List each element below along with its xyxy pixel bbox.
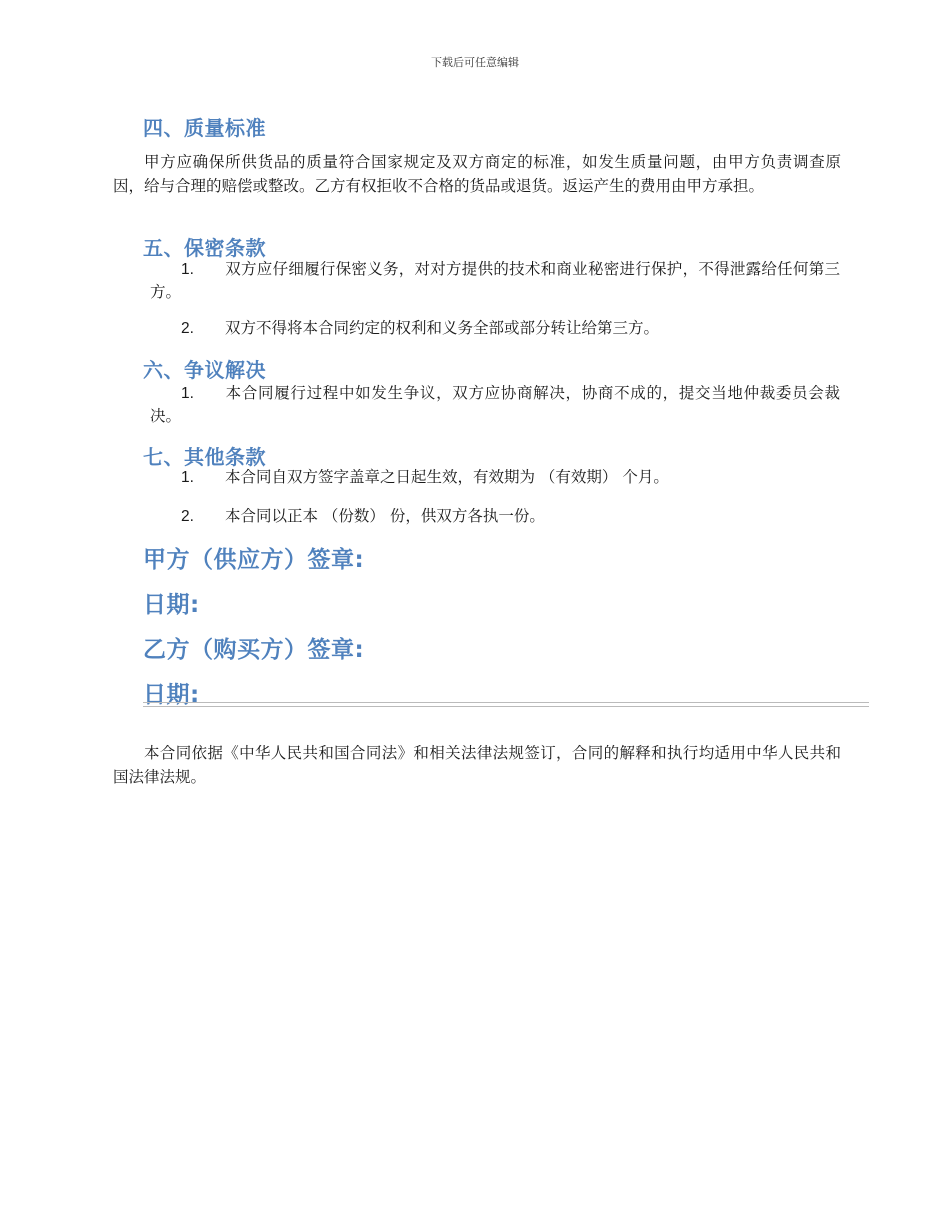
party-a-date-label: 日期: [143, 592, 200, 618]
list-text: 本合同履行过程中如发生争议，双方应协商解决，协商不成的，提交当地仲裁委员会裁决。 [150, 384, 840, 425]
list-text: 本合同自双方签字盖章之日起生效，有效期为 （有效期） 个月。 [225, 468, 669, 486]
list-item [150, 466, 840, 489]
list-number: 2. [181, 320, 194, 337]
quality-paragraph: 甲方应确保所供货品的质量符合国家规定及双方商定的标准，如发生质量问题，由甲方负责调查原因，给与合理的赔偿或整改。乙方有权拒收不合格的货品或退货。返运产生的费用由甲方承担。 [113, 153, 841, 195]
section-heading-quality: 四、质量标准 [143, 116, 266, 140]
list-number: 1. [181, 261, 194, 278]
section-heading-confidentiality: 五、保密条款 [143, 236, 266, 260]
party-a-signature-label: 甲方（供应方）签章: [143, 547, 365, 573]
footer-note: 本合同依据《中华人民共和国合同法》和相关法律法规签订，合同的解释和执行均适用中华人民共和国法律法规。 [113, 744, 841, 786]
party-b-date-label: 日期: [143, 682, 200, 708]
list-item [150, 317, 840, 340]
page-header: 下载后可任意编辑 [431, 56, 519, 69]
list-text: 双方应仔细履行保密义务，对对方提供的技术和商业秘密进行保护，不得泄露给任何第三方。 [150, 260, 840, 301]
horizontal-divider [143, 702, 869, 707]
list-text: 本合同以正本 （份数） 份，供双方各执一份。 [225, 507, 545, 525]
list-number: 1. [181, 385, 194, 402]
section-heading-other: 七、其他条款 [143, 445, 266, 469]
list-text: 双方不得将本合同约定的权利和义务全部或部分转让给第三方。 [225, 319, 660, 337]
list-item [150, 258, 840, 304]
list-item [150, 382, 840, 428]
party-b-signature-label: 乙方（购买方）签章: [143, 637, 365, 663]
section-heading-dispute: 六、争议解决 [143, 358, 266, 382]
list-item [150, 505, 840, 528]
list-number: 2. [181, 508, 194, 525]
list-number: 1. [181, 469, 194, 486]
